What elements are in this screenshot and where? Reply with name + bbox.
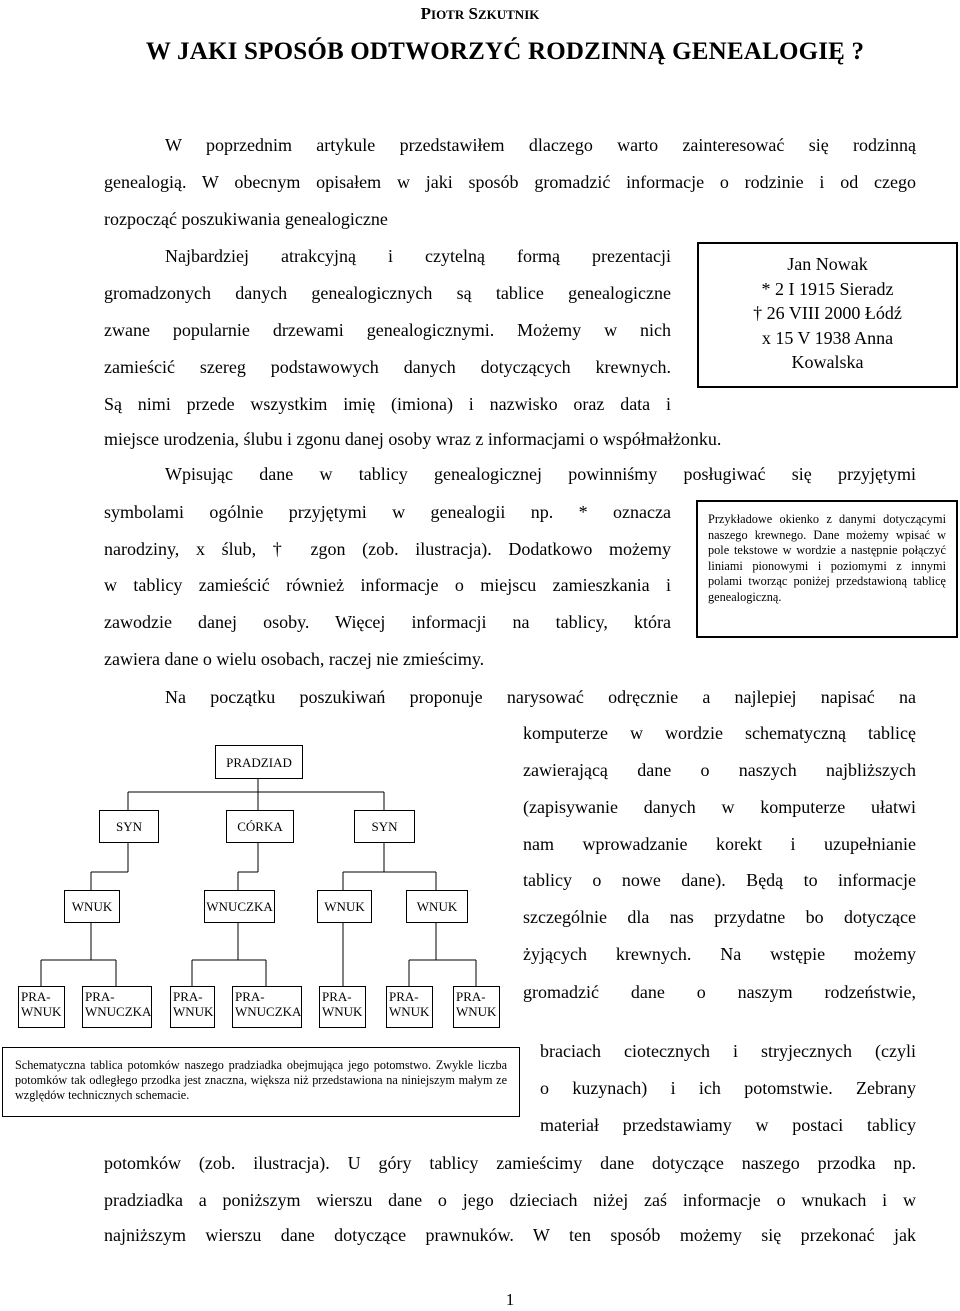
text-line: miejsce urodzenia, ślubu i zgonu danej osoby wraz z informacjami o współmałżonku.: [104, 429, 722, 449]
text-line: Wpisując dane w tablicy genealogicznej powinniśmy posługiwać się przyjętymi: [165, 464, 916, 484]
text-line: pradziadka a poniższym wierszu dane o jego dzieciach niżej zaś informacje o wnukach i w: [104, 1190, 916, 1210]
text-line: żyjących krewnych. Na wstępie możemy: [523, 944, 916, 964]
tree-node-grandchild: WNUCZKA: [204, 890, 275, 923]
text-line: materiał przedstawiamy w postaci tablicy: [540, 1115, 916, 1135]
tree-node-great-grandchild: PRA- WNUK: [453, 986, 500, 1028]
text-line: najniższym wierszu dane dotyczące prawnuków. W ten sposób możemy się przekonać jak: [104, 1225, 916, 1245]
text-line: W poprzednim artykule przedstawiłem dlaczego warto zainteresować się rodzinną: [165, 135, 916, 155]
text-line: (zapisywanie danych w komputerze ułatwi: [523, 797, 916, 817]
person-name: Jan Nowak: [787, 254, 868, 274]
text-line: w tablicy zamieścić również informacje o miejscu zamieszkania i: [104, 575, 671, 595]
text-line: komputerze w wordzie schematyczną tablicę: [523, 723, 916, 743]
article-title: W JAKI SPOSÓB ODTWORZYĆ RODZINNĄ GENEALOGIĘ ?: [145, 38, 865, 65]
text-line: rozpocząć poszukiwania genealogiczne: [104, 209, 388, 229]
figure-caption: Schematyczna tablica potomków naszego pradziadka obejmująca jego potomstwo. Zwykle liczba potomków tak odległego przodka jest znaczna, większa niż przedstawiona na niniejszym małym ze względów technicznych schemacie.: [2, 1047, 520, 1117]
person-birth: * 2 I 1915 Sieradz: [761, 278, 894, 299]
text-line: zawierającą dane o naszych najbliższych: [523, 760, 916, 780]
tree-node-great-grandchild: PRA- WNUK: [18, 986, 65, 1028]
example-note-box: Przykładowe okienko z danymi dotyczącymi naszego krewnego. Dane możemy wpisać w pole tekstowe w wordzie a następnie połączyć liniami pionowymi i poziomymi z innymi polami tworząc poniżej przedstawioną tablicę genealogiczną.: [696, 500, 958, 638]
author-name: PIOTR SZKUTNIK: [420, 4, 540, 23]
text-line: zawodzie danej osoby. Więcej informacji na tablicy, która: [104, 612, 671, 632]
tree-node-root: PRADZIAD: [215, 745, 303, 779]
text-line: Są nimi przede wszystkim imię (imiona) i nazwisko oraz data i: [104, 394, 671, 414]
page-number: 1: [505, 1290, 515, 1309]
text-line: symbolami ogólnie przyjętymi w genealogii np. * oznacza: [104, 502, 671, 522]
person-spouse: Kowalska: [791, 352, 864, 372]
tree-node-great-grandchild: PRA- WNUCZKA: [82, 986, 152, 1028]
tree-node-grandchild: WNUK: [317, 890, 372, 923]
text-line: zamieścić szereg podstawowych danych dotyczących krewnych.: [104, 357, 671, 377]
text-line: potomków (zob. ilustracja). U góry tablicy zamieścimy dane dotyczące naszego przodka np.: [104, 1153, 916, 1173]
tree-node-great-grandchild: PRA- WNUK: [386, 986, 433, 1028]
text-line: tablicy o nowe dane). Będą to informacje: [523, 870, 916, 890]
tree-node-grandchild: WNUK: [64, 890, 120, 923]
text-line: szczególnie dla nas przydatne bo dotyczące: [523, 907, 916, 927]
text-line: Na początku poszukiwań proponuje narysować odręcznie a najlepiej napisać na: [165, 687, 916, 707]
text-line: nam wprowadzanie korekt i uzupełnianie: [523, 834, 916, 854]
tree-node-great-grandchild: PRA- WNUK: [319, 986, 366, 1028]
text-line: gromadzić dane o naszym rodzeństwie,: [523, 982, 916, 1002]
text-line: zwane popularnie drzewami genealogicznymi. Możemy w nich: [104, 320, 671, 340]
tree-node-great-grandchild: PRA- WNUCZKA: [232, 986, 302, 1028]
text-line: genealogią. W obecnym opisałem w jaki sposób gromadzić informacje o rodzinie i od czego: [104, 172, 916, 192]
tree-node-child: CÓRKA: [226, 810, 294, 843]
text-line: zawiera dane o wielu osobach, raczej nie zmieścimy.: [104, 649, 485, 669]
text-line: Najbardziej atrakcyjną i czytelną formą prezentacji: [165, 246, 671, 266]
text-line: gromadzonych danych genealogicznych są tablice genealogiczne: [104, 283, 671, 303]
person-marriage: x 15 V 1938 Anna: [761, 327, 894, 348]
tree-node-grandchild: WNUK: [406, 890, 468, 923]
text-line: narodziny, x ślub, † zgon (zob. ilustracja). Dodatkowo możemy: [104, 539, 671, 559]
tree-node-child: SYN: [354, 810, 415, 843]
person-death: † 26 VIII 2000 Łódź: [753, 303, 902, 323]
tree-node-child: SYN: [99, 810, 159, 843]
text-line: o kuzynach) i ich potomstwie. Zebrany: [540, 1078, 916, 1098]
text-line: braciach ciotecznych i stryjecznych (czyli: [540, 1041, 916, 1061]
tree-node-great-grandchild: PRA- WNUK: [170, 986, 215, 1028]
